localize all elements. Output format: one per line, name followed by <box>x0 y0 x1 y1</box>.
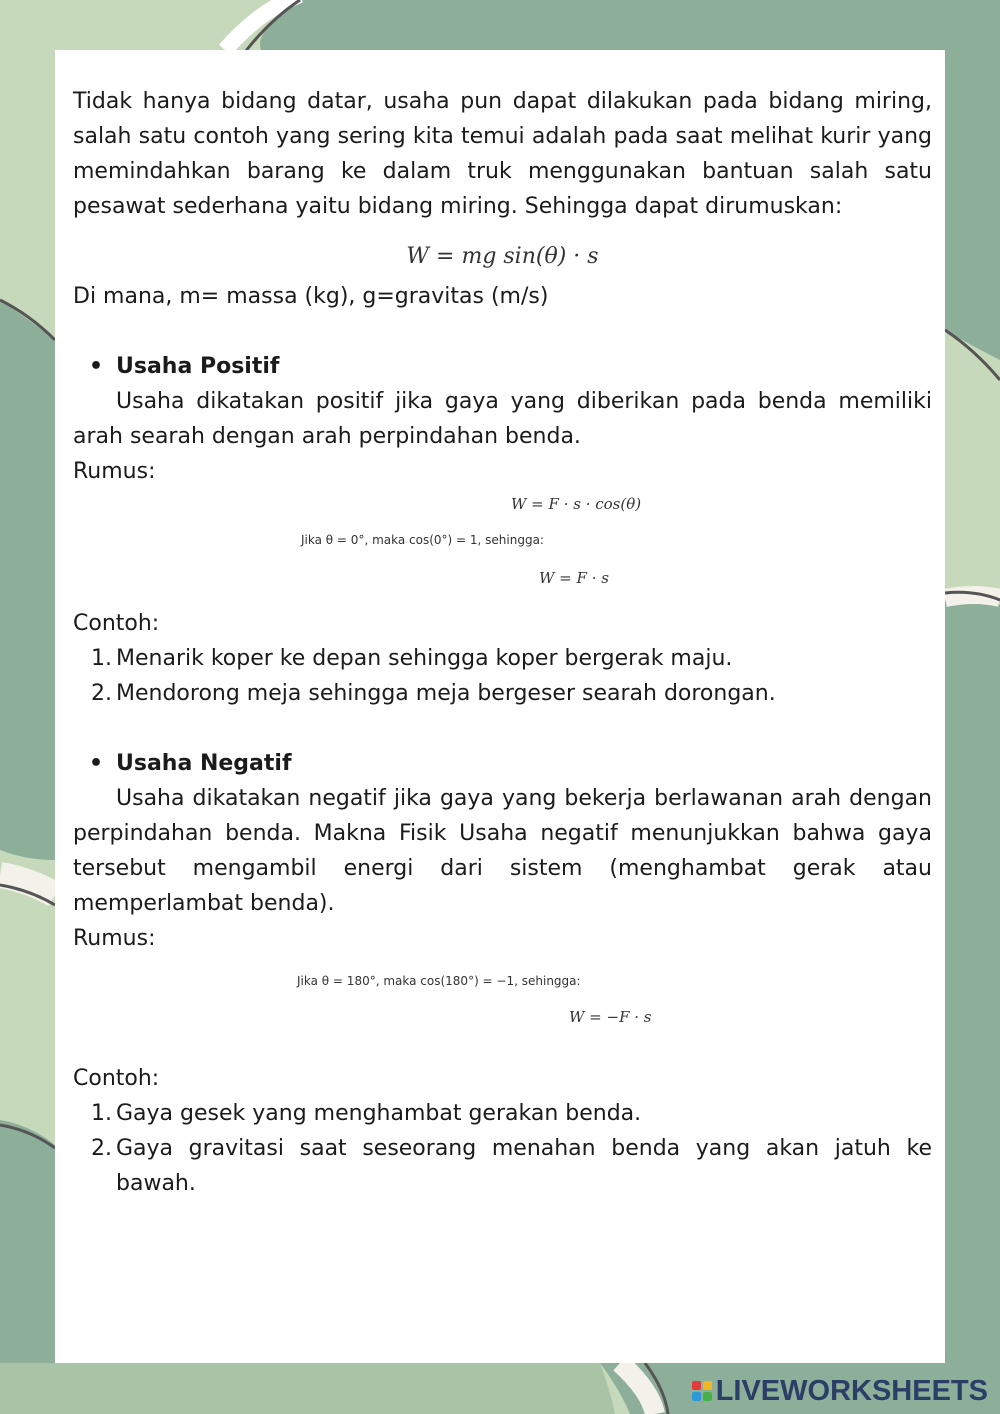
negative-description: Usaha dikatakan negatif jika gaya yang bekerja berlawanan arah dengan perpindahan benda. Makna Fisik Usaha negatif menunjukkan bahwa gaya tersebut mengambil energi dari sistem (menghambat gerak atau memperlambat benda). <box>73 786 932 916</box>
negative-example-list <box>73 1096 932 1201</box>
negative-example-label: Contoh: <box>73 1066 160 1091</box>
positive-example-label: Contoh: <box>73 611 160 636</box>
formula-positive-result: W = F · s <box>539 569 609 587</box>
positive-rumus-label: Rumus: <box>73 459 156 484</box>
list-item: 1. Gaya gesek yang menghambat gerakan benda. <box>91 1101 642 1126</box>
liveworksheets-logo-icon <box>692 1381 712 1401</box>
bg-shape-right-upper <box>945 40 1000 360</box>
positive-description: Usaha dikatakan positif jika gaya yang diberikan pada benda memiliki arah searah dengan arah perpindahan benda. <box>73 389 932 449</box>
condition-zero-degree: Jika θ = 0°, maka cos(0°) = 1, sehingga: <box>301 533 544 547</box>
bg-shape-bottom-left <box>0 1363 615 1414</box>
formula-negative-result: W = −F · s <box>569 1008 652 1026</box>
positive-example-list <box>73 641 932 711</box>
section-heading-negative: • Usaha Negatif <box>73 746 932 781</box>
list-item: 2. Gaya gravitasi saat seseorang menahan benda yang akan jatuh ke bawah. <box>91 1136 932 1196</box>
bullet-icon: • <box>89 354 104 379</box>
variable-definition: Di mana, m= massa (kg), g=gravitas (m/s) <box>73 284 549 309</box>
list-item: 2. Mendorong meja sehingga meja bergeser searah dorongan. <box>91 681 776 706</box>
liveworksheets-logo[interactable] <box>692 1373 988 1409</box>
negative-rumus-label: Rumus: <box>73 926 156 951</box>
bullet-icon: • <box>89 751 104 776</box>
formula-inclined-plane: W = mg sin(θ) · s <box>406 244 599 269</box>
formula-work-general: W = F · s · cos(θ) <box>511 495 642 513</box>
worksheet-content <box>73 84 932 1201</box>
condition-180-degree: Jika θ = 180°, maka cos(180°) = −1, sehingga: <box>297 974 581 988</box>
section-heading-positive: • Usaha Positif <box>73 349 932 384</box>
bg-shape-right-mid <box>945 596 1000 1414</box>
logo-text: LIVEWORKSHEETS <box>715 1374 988 1407</box>
list-item: 1. Menarik koper ke depan sehingga koper bergerak maju. <box>91 646 733 671</box>
positive-formula-block <box>73 489 932 606</box>
intro-paragraph: Tidak hanya bidang datar, usaha pun dapat dilakukan pada bidang miring, salah satu contoh yang sering kita temui adalah pada saat melihat kurir yang memindahkan barang ke dalam truk menggunakan bantuan salah satu pesawat sederhana yaitu bidang miring. Sehingga dapat dirumuskan: <box>73 89 932 219</box>
negative-formula-block <box>73 956 932 1061</box>
bg-shape-left <box>0 300 55 860</box>
